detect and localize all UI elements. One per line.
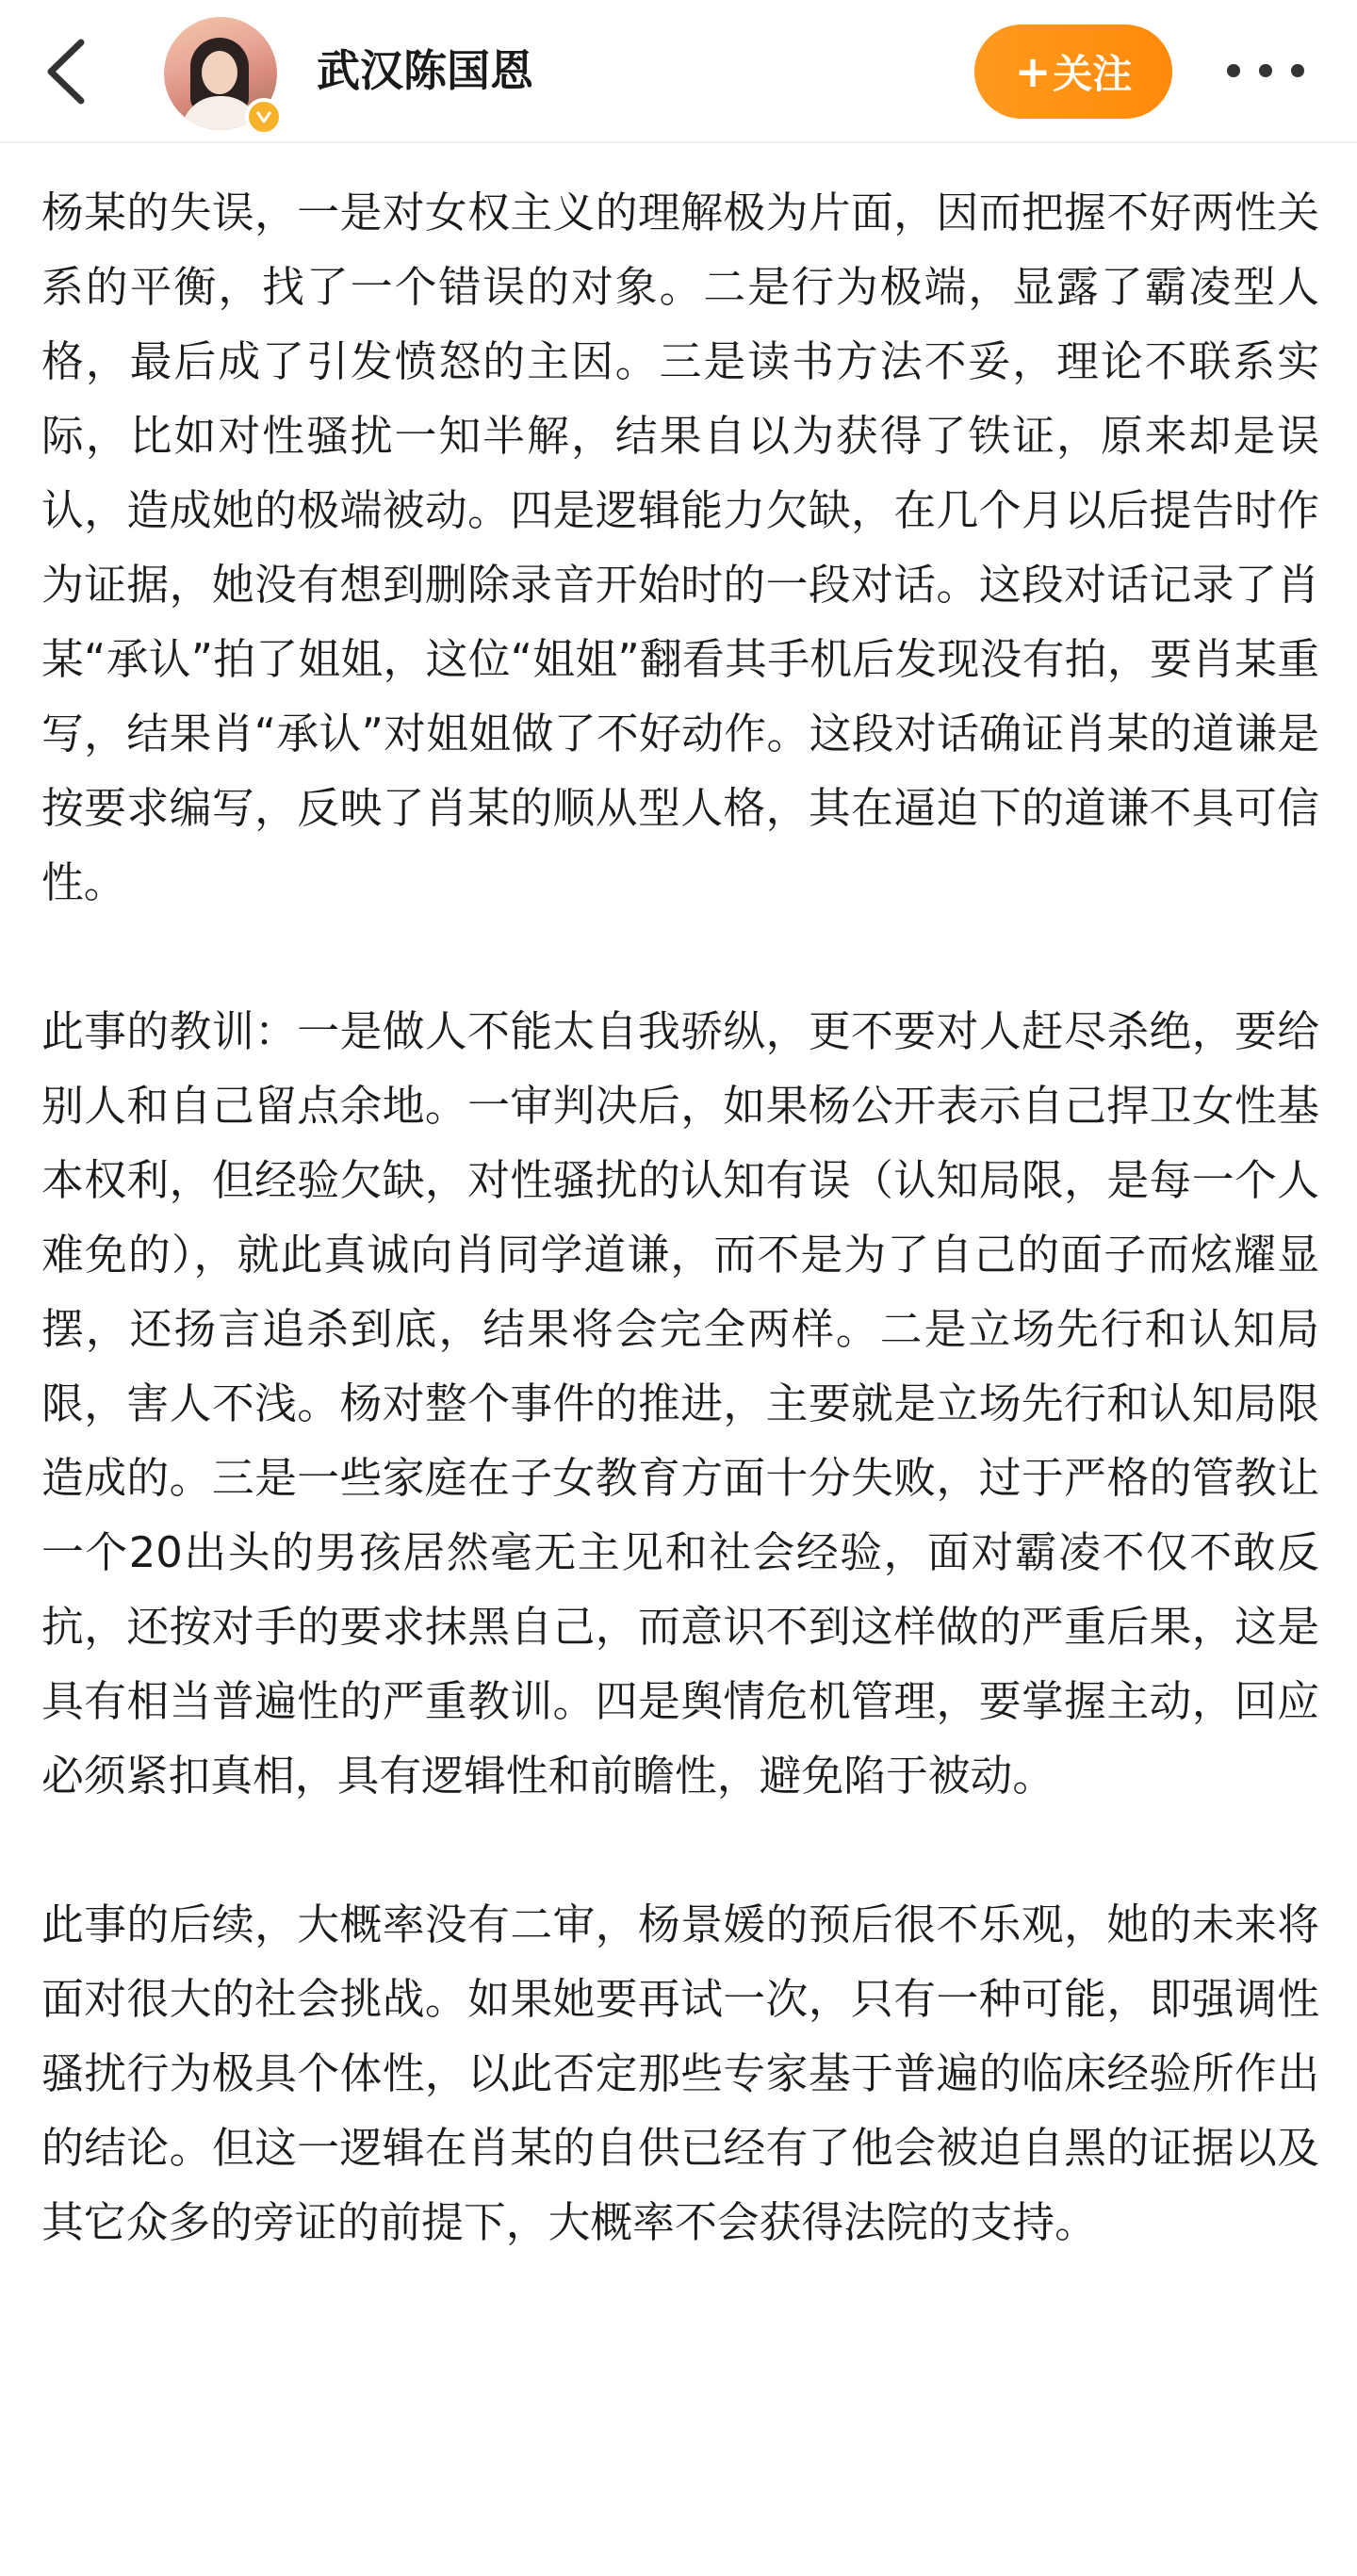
chevron-left-icon	[45, 39, 87, 105]
verified-badge-icon	[245, 98, 283, 136]
plus-icon: +	[1014, 46, 1052, 97]
post-body	[41, 175, 1319, 2259]
paragraph: 此事的教训：一是做人不能太自我骄纵，更不要对人赶尽杀绝，要给别人和自己留点余地。一审判决后，如果杨公开表示自己捍卫女性基本权利，但经验欠缺，对性骚扰的认知有误（认知局限，是每一个人难免的），就此真诚向肖同学道谦，而不是为了自己的面子而炫耀显摆，还扬言追杀到底，结果将会完全两样。二是立场先行和认知局限，害人不浅。杨对整个事件的推进，主要就是立场先行和认知局限造成的。三是一些家庭在子女教育方面十分失败，过于严格的管教让一个20出头的男孩居然毫无主见和社会经验，面对霸凌不仅不敢反抗，还按对手的要求抹黑自己，而意识不到这样做的严重后果，这是具有相当普遍性的严重教训。四是舆情危机管理，要掌握主动，回应必须紧扣真相，具有逻辑性和前瞻性，避免陷于被动。	[41, 1006, 1319, 1801]
more-dots-icon[interactable]	[1227, 41, 1304, 100]
paragraph: 杨某的失误，一是对女权主义的理解极为片面，因而把握不好两性关系的平衡，找了一个错误的对象。二是行为极端，显露了霸凌型人格，最后成了引发愤怒的主因。三是读书方法不妥，理论不联系实际，比如对性骚扰一知半解，结果自以为获得了铁证，原来却是误认，造成她的极端被动。四是逻辑能力欠缺，在几个月以后提告时作为证据，她没有想到删除录音开始时的一段对话。这段对话记录了肖某“承认”拍了姐姐，这位“姐姐”翻看其手机后发现没有拍，要肖某重写，结果肖“承认”对姐姐做了不好动作。这段对话确证肖某的道谦是按要求编写，反映了肖某的顺从型人格，其在逼迫下的道谦不具可信性。	[41, 187, 1319, 907]
follow-button[interactable]	[974, 24, 1172, 119]
back-button[interactable]	[32, 32, 100, 111]
follow-label: 关注	[1053, 51, 1133, 97]
avatar[interactable]	[164, 17, 277, 130]
top-bar	[0, 0, 1357, 143]
username[interactable]: 武汉陈国恩	[317, 45, 533, 96]
paragraph: 此事的后续，大概率没有二审，杨景媛的预后很不乐观，她的未来将面对很大的社会挑战。如果她要再试一次，只有一种可能，即强调性骚扰行为极具个体性，以此否定那些专家基于普遍的临床经验所作出的结论。但这一逻辑在肖某的自供已经有了他会被迫自黑的证据以及其它众多的旁证的前提下，大概率不会获得法院的支持。	[41, 1899, 1319, 2247]
